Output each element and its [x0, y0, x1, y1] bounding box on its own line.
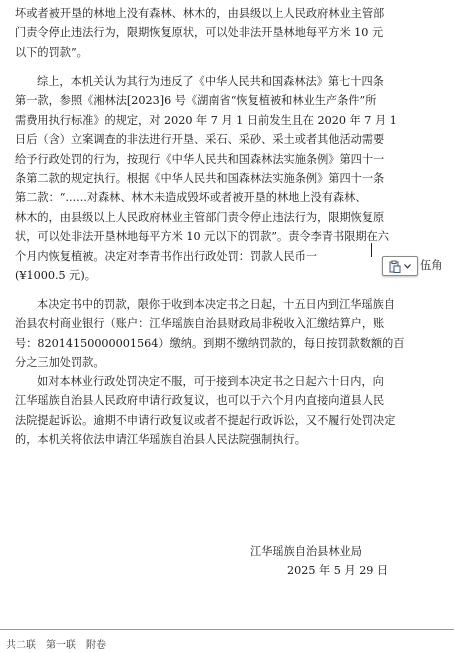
text-line: 江华瑶族自治县人民政府申请行政复议，也可以于六个月内直接向道县人民: [15, 394, 385, 408]
text-line: 日后（含）立案调查的非法进行开垦、采石、采砂、采土或者其他活动需要: [15, 133, 385, 147]
text-line: 林木的，由县级以上人民政府林业主管部门责令停止违法行为，限期恢复原: [15, 210, 385, 224]
text-line: 门责令停止违法行为，限期恢复原状，可以处非法开垦林地每平方米 10 元: [15, 26, 384, 40]
text-line: 需费用执行标准》的规定，对 2020 年 7 月 1 日前发生且在 2020 年 7 月 1: [15, 113, 397, 127]
signing-date: 2025 年 5 月 29 日: [287, 564, 389, 577]
clipboard-icon: [389, 260, 401, 273]
text-line: 法院提起诉讼。逾期不申请行政复议或者不提起行政诉讼，又不履行处罚决定: [15, 413, 396, 427]
text-line: 第一款，参照《湘林法[2023]6 号《湖南省“恢复植被和林业生产条件”所: [15, 94, 377, 108]
text-line: (¥1000.5 元)。: [15, 269, 96, 283]
paragraph-intro: [15, 4, 445, 62]
paragraph-appeal: [15, 372, 445, 450]
paste-options-button[interactable]: [382, 256, 418, 276]
text-line: 治县农村商业银行（账户：江华瑶族自治县财政局非税收入汇缴结算户，账: [15, 317, 385, 331]
footer-text: 共二联 第一联 附卷: [6, 640, 106, 651]
text-line: 条第二款的规定执行。根据《中华人民共和国森林法实施条例》第四十一条: [15, 172, 385, 186]
text-line: 号：82014150000001564）缴纳。到期不缴纳罚款的，每日按罚款数额的百: [15, 336, 405, 350]
paragraph-conclusion: [15, 72, 445, 285]
signing-authority: 江华瑶族自治县林业局: [250, 545, 362, 558]
text-fragment: 伍角: [420, 259, 443, 272]
paragraph-payment: [15, 295, 445, 373]
text-line: 本决定书中的罚款，限你于收到本决定书之日起，十五日内到江华瑶族自: [37, 298, 396, 311]
text-line: 坏或者被开垦的林地上没有森林、林木的，由县级以上人民政府林业主管部: [15, 7, 385, 20]
text-cursor: [371, 243, 372, 257]
text-line: 分之三加处罚款。: [15, 356, 105, 370]
text-line: 综上，本机关认为其行为违反了《中华人民共和国森林法》第七十四条: [37, 75, 384, 88]
chevron-down-icon: [404, 264, 411, 269]
text-line: 给予行政处罚的行为，按现行《中华人民共和国森林法实施条例》第四十一: [15, 152, 385, 166]
text-line: 第二款：“......对森林、林木未造成毁坏或者被开垦的林地上没有森林、: [15, 191, 367, 205]
text-line: 个月内恢复植被。决定对李青书作出行政处罚：罚款人民币一: [15, 249, 318, 263]
page-footer: [0, 629, 454, 653]
text-line: 以下的罚款”。: [15, 45, 88, 59]
text-line: 的，本机关将依法申请江华瑶族自治县人民法院强制执行。: [15, 433, 306, 447]
text-line: 如对本林业行政处罚决定不服，可于接到本决定书之日起六十日内，向: [37, 375, 384, 388]
text-line: 状，可以处非法开垦林地每平方米 10 元以下的罚款”。责令李青书限期在六: [15, 230, 389, 244]
